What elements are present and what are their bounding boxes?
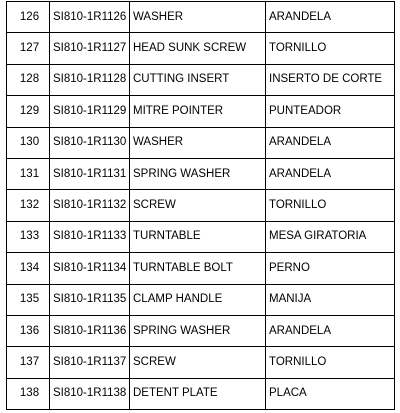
item-number: 133	[7, 221, 50, 252]
item-number: 127	[7, 33, 50, 64]
table-row	[7, 190, 395, 221]
part-name-english: WASHER	[130, 2, 266, 33]
part-code: SI810-1R1132	[50, 190, 130, 221]
table-row	[7, 158, 395, 189]
part-code: SI810-1R1134	[50, 253, 130, 284]
table-row	[7, 2, 395, 33]
part-code: SI810-1R1128	[50, 64, 130, 95]
part-name-spanish: ARANDELA	[266, 127, 395, 158]
part-code: SI810-1R1131	[50, 158, 130, 189]
part-code: SI810-1R1136	[50, 315, 130, 346]
table-row	[7, 64, 395, 95]
parts-table	[6, 1, 395, 410]
part-name-spanish: ARANDELA	[266, 2, 395, 33]
part-name-spanish: INSERTO DE CORTE	[266, 64, 395, 95]
part-code: SI810-1R1138	[50, 378, 130, 409]
part-name-spanish: MESA GIRATORIA	[266, 221, 395, 252]
part-name-english: DETENT PLATE	[130, 378, 266, 409]
item-number: 132	[7, 190, 50, 221]
part-code: SI810-1R1129	[50, 96, 130, 127]
item-number: 137	[7, 347, 50, 378]
parts-table-body	[7, 2, 395, 410]
table-row	[7, 33, 395, 64]
part-name-spanish: TORNILLO	[266, 33, 395, 64]
part-name-english: SPRING WASHER	[130, 158, 266, 189]
part-name-english: HEAD SUNK SCREW	[130, 33, 266, 64]
table-row	[7, 221, 395, 252]
item-number: 126	[7, 2, 50, 33]
part-name-spanish: PUNTEADOR	[266, 96, 395, 127]
item-number: 134	[7, 253, 50, 284]
part-name-spanish: ARANDELA	[266, 158, 395, 189]
item-number: 136	[7, 315, 50, 346]
part-name-english: SPRING WASHER	[130, 315, 266, 346]
part-code: SI810-1R1127	[50, 33, 130, 64]
part-code: SI810-1R1133	[50, 221, 130, 252]
part-name-spanish: ARANDELA	[266, 315, 395, 346]
part-name-english: CLAMP HANDLE	[130, 284, 266, 315]
part-name-english: TURNTABLE	[130, 221, 266, 252]
table-row	[7, 284, 395, 315]
table-row	[7, 347, 395, 378]
part-name-english: TURNTABLE BOLT	[130, 253, 266, 284]
part-name-english: SCREW	[130, 347, 266, 378]
part-name-english: MITRE POINTER	[130, 96, 266, 127]
table-row	[7, 127, 395, 158]
part-name-spanish: MANIJA	[266, 284, 395, 315]
part-name-spanish: PERNO	[266, 253, 395, 284]
part-name-spanish: PLACA	[266, 378, 395, 409]
part-code: SI810-1R1130	[50, 127, 130, 158]
item-number: 128	[7, 64, 50, 95]
part-name-english: WASHER	[130, 127, 266, 158]
part-code: SI810-1R1137	[50, 347, 130, 378]
part-code: SI810-1R1126	[50, 2, 130, 33]
item-number: 130	[7, 127, 50, 158]
item-number: 131	[7, 158, 50, 189]
item-number: 138	[7, 378, 50, 409]
item-number: 129	[7, 96, 50, 127]
part-name-english: CUTTING INSERT	[130, 64, 266, 95]
table-row	[7, 378, 395, 409]
part-name-spanish: TORNILLO	[266, 190, 395, 221]
table-row	[7, 96, 395, 127]
part-code: SI810-1R1135	[50, 284, 130, 315]
part-name-spanish: TORNILLO	[266, 347, 395, 378]
table-row	[7, 315, 395, 346]
part-name-english: SCREW	[130, 190, 266, 221]
table-row	[7, 253, 395, 284]
item-number: 135	[7, 284, 50, 315]
